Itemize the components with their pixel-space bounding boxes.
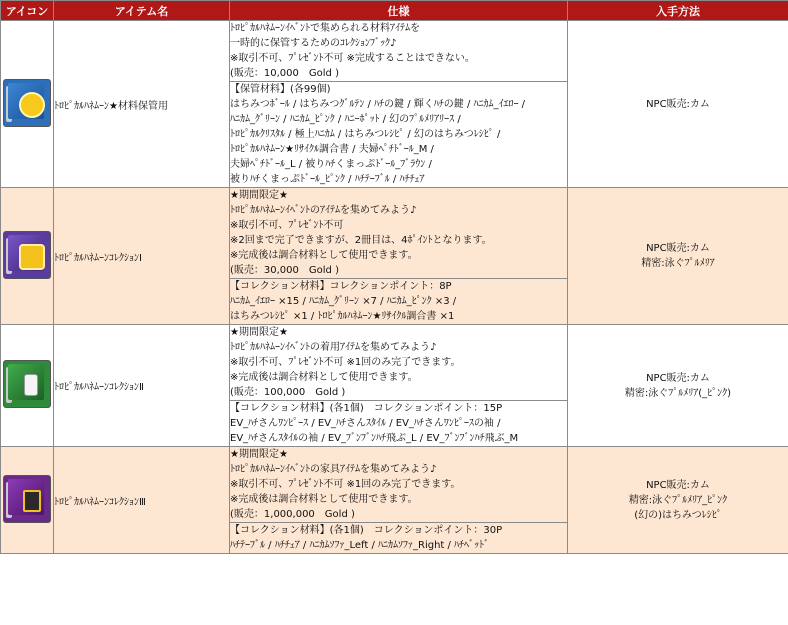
icon-cell <box>1 447 54 554</box>
spec-line: EV_ﾊﾁさんｽﾀｲﾙの袖 / EV_ﾌﾞﾝﾌﾞﾝﾊﾁ飛ぶ_L / EV_ﾌﾞﾝﾌﾞﾝﾊﾁ飛ぶ_M <box>230 433 519 444</box>
costume-book-icon <box>3 360 51 408</box>
spec-line: はちみつﾎﾞｰﾙ / はちみつｸﾞﾙﾃﾝ / ﾊﾁの鍵 / 輝くﾊﾁの鍵 / ﾊﾆｶﾑ_ｲｴﾛｰ / <box>230 99 526 110</box>
spec-materials <box>230 401 568 447</box>
spec-line: ﾊﾆｶﾑ_ｸﾞﾘｰﾝ / ﾊﾆｶﾑ_ﾋﾟﾝｸ / ﾊﾆｰﾎﾟｯﾄ / 幻のﾌﾟﾙﾒﾘｱﾘｰｽ / <box>230 114 461 125</box>
item-name: ﾄﾛﾋﾟｶﾙﾊﾈﾑｰﾝ★材料保管用 <box>54 21 230 188</box>
spec-line: 一時的に保管するためのｺﾚｸｼｮﾝﾌﾞｯｸ♪ <box>230 38 397 49</box>
item-name: ﾄﾛﾋﾟｶﾙﾊﾈﾑｰﾝｺﾚｸｼｮﾝⅢ <box>54 447 230 554</box>
spec-line: ﾊﾁﾃｰﾌﾞﾙ / ﾊﾁﾁｪｱ / ﾊﾆｶﾑｿﾌｧ_Left / ﾊﾆｶﾑｿﾌｧ_Right / ﾊﾁﾍﾞｯﾄﾞ <box>230 540 490 551</box>
spec-line: EV_ﾊﾁさんﾜﾝﾋﾟｰｽ / EV_ﾊﾁさんｽﾀｲﾙ / EV_ﾊﾁさんﾜﾝﾋﾟｰｽの袖 / <box>230 418 501 429</box>
spec-line: 【コレクション材料】(各1個) コレクションポイント：30P <box>230 525 503 536</box>
header-acquire: 入手方法 <box>568 1 788 21</box>
spec-line: ﾄﾛﾋﾟｶﾙﾊﾈﾑｰﾝｲﾍﾞﾝﾄで集められる材料ｱｲﾃﾑを <box>230 23 420 34</box>
spec-line: ※取引不可、ﾌﾟﾚｾﾞﾝﾄ不可 ※1回のみ完了できます。 <box>230 479 461 490</box>
acquire-line: 精密:泳ぐﾌﾟﾙﾒﾘｱ(_ﾋﾟﾝｸ) <box>624 387 732 399</box>
furniture-book-icon <box>3 475 51 523</box>
spec-line: ※完成後は調合材料として使用できます。 <box>230 372 418 383</box>
spec-line: 【コレクション材料】コレクションポイント：8P <box>230 281 452 292</box>
header-spec: 仕様 <box>230 1 568 21</box>
item-name: ﾄﾛﾋﾟｶﾙﾊﾈﾑｰﾝｺﾚｸｼｮﾝⅡ <box>54 325 230 447</box>
spec-line: ※取引不可、ﾌﾟﾚｾﾞﾝﾄ不可 <box>230 220 344 231</box>
icon-cell <box>1 325 54 447</box>
acquire-line: 精密:泳ぐﾌﾟﾙﾒﾘｱ_ﾋﾟﾝｸ <box>628 494 728 506</box>
spec-line: (販売：1,000,000 Gold ) <box>230 509 355 520</box>
spec-line: ★期間限定★ <box>230 449 288 460</box>
spec-description <box>230 447 568 523</box>
yellow-hexagon-book-icon <box>3 79 51 127</box>
table-row <box>1 188 788 279</box>
spec-line: ﾄﾛﾋﾟｶﾙﾊﾈﾑｰﾝｲﾍﾞﾝﾄの着用ｱｲﾃﾑを集めてみよう♪ <box>230 342 437 353</box>
header-row <box>1 1 788 21</box>
spec-line: ※完成後は調合材料として使用できます。 <box>230 250 418 261</box>
spec-line: 【コレクション材料】(各1個) コレクションポイント：15P <box>230 403 503 414</box>
acquire-line: NPC販売:カム <box>646 372 710 384</box>
table-row <box>1 447 788 523</box>
spec-line: 被りﾊﾁくまっぷﾄﾞｰﾙ_ﾋﾟﾝｸ / ﾊﾁﾃｰﾌﾞﾙ / ﾊﾁﾁｪｱ <box>230 174 425 185</box>
spec-description <box>230 21 568 82</box>
spec-line: 【保管材料】(各99個) <box>230 84 331 95</box>
acquire-cell <box>568 188 788 325</box>
spec-line: ﾄﾛﾋﾟｶﾙﾊﾈﾑｰﾝｲﾍﾞﾝﾄの家具ｱｲﾃﾑを集めてみよう♪ <box>230 464 437 475</box>
icon-cell <box>1 21 54 188</box>
spec-line: ﾊﾆｶﾑ_ｲｴﾛｰ ×15 / ﾊﾆｶﾑ_ｸﾞﾘｰﾝ ×7 / ﾊﾆｶﾑ_ﾋﾟﾝｸ ×3 / <box>230 296 457 307</box>
spec-materials <box>230 279 568 325</box>
spec-line: ★期間限定★ <box>230 327 288 338</box>
spec-line: ﾄﾛﾋﾟｶﾙﾊﾈﾑｰﾝ★ﾘｻｲｸﾙ調合書 / 夫婦ﾍﾟﾁﾄﾞｰﾙ_M / <box>230 144 434 155</box>
spec-line: (販売：30,000 Gold ) <box>230 265 339 276</box>
spec-line: ※2回まで完了できますが、2冊目は、4ﾎﾟｲﾝﾄとなります。 <box>230 235 492 246</box>
acquire-line: NPC販売:カム <box>646 243 710 254</box>
spec-materials <box>230 82 568 188</box>
spec-line: 夫婦ﾍﾟﾁﾄﾞｰﾙ_L / 被りﾊﾁくまっぷﾄﾞｰﾙ_ﾌﾞﾗｳﾝ / <box>230 159 432 170</box>
spec-line: ※取引不可、ﾌﾟﾚｾﾞﾝﾄ不可 ※1回のみ完了できます。 <box>230 357 461 368</box>
table-row <box>1 21 788 82</box>
spec-line: (販売：100,000 Gold ) <box>230 387 346 398</box>
header-icon: アイコン <box>1 1 54 21</box>
acquire-line: NPC販売:カム <box>646 479 710 491</box>
acquire-line: (幻の)はちみつﾚｼﾋﾟ <box>634 509 722 521</box>
spec-line: ﾄﾛﾋﾟｶﾙｸﾘｽﾀﾙ / 極上ﾊﾆｶﾑ / はちみつﾚｼﾋﾟ / 幻のはちみつﾚｼﾋﾟ / <box>230 129 501 140</box>
spec-line: ﾄﾛﾋﾟｶﾙﾊﾈﾑｰﾝｲﾍﾞﾝﾄのｱｲﾃﾑを集めてみよう♪ <box>230 205 417 216</box>
spec-line: ※取引不可、ﾌﾟﾚｾﾞﾝﾄ不可 ※完成することはできない。 <box>230 53 475 64</box>
spec-line: ※完成後は調合材料として使用できます。 <box>230 494 418 505</box>
acquire-cell <box>568 325 788 447</box>
honeycomb-book-icon <box>3 231 51 279</box>
acquire-cell <box>568 21 788 188</box>
acquire-line: 精密:泳ぐﾌﾟﾙﾒﾘｱ <box>641 258 715 269</box>
spec-materials <box>230 523 568 554</box>
spec-line: ★期間限定★ <box>230 190 288 201</box>
header-name: アイテム名 <box>54 1 230 21</box>
spec-description <box>230 325 568 401</box>
acquire-cell <box>568 447 788 554</box>
icon-cell <box>1 188 54 325</box>
spec-description <box>230 188 568 279</box>
spec-line: はちみつﾚｼﾋﾟ ×1 / ﾄﾛﾋﾟｶﾙﾊﾈﾑｰﾝ★ﾘｻｲｸﾙ調合書 ×1 <box>230 311 455 322</box>
acquire-line: NPC販売:カム <box>646 98 710 110</box>
table-row <box>1 325 788 401</box>
spec-line: (販売：10,000 Gold ) <box>230 68 339 79</box>
item-name: ﾄﾛﾋﾟｶﾙﾊﾈﾑｰﾝｺﾚｸｼｮﾝⅠ <box>54 188 230 325</box>
